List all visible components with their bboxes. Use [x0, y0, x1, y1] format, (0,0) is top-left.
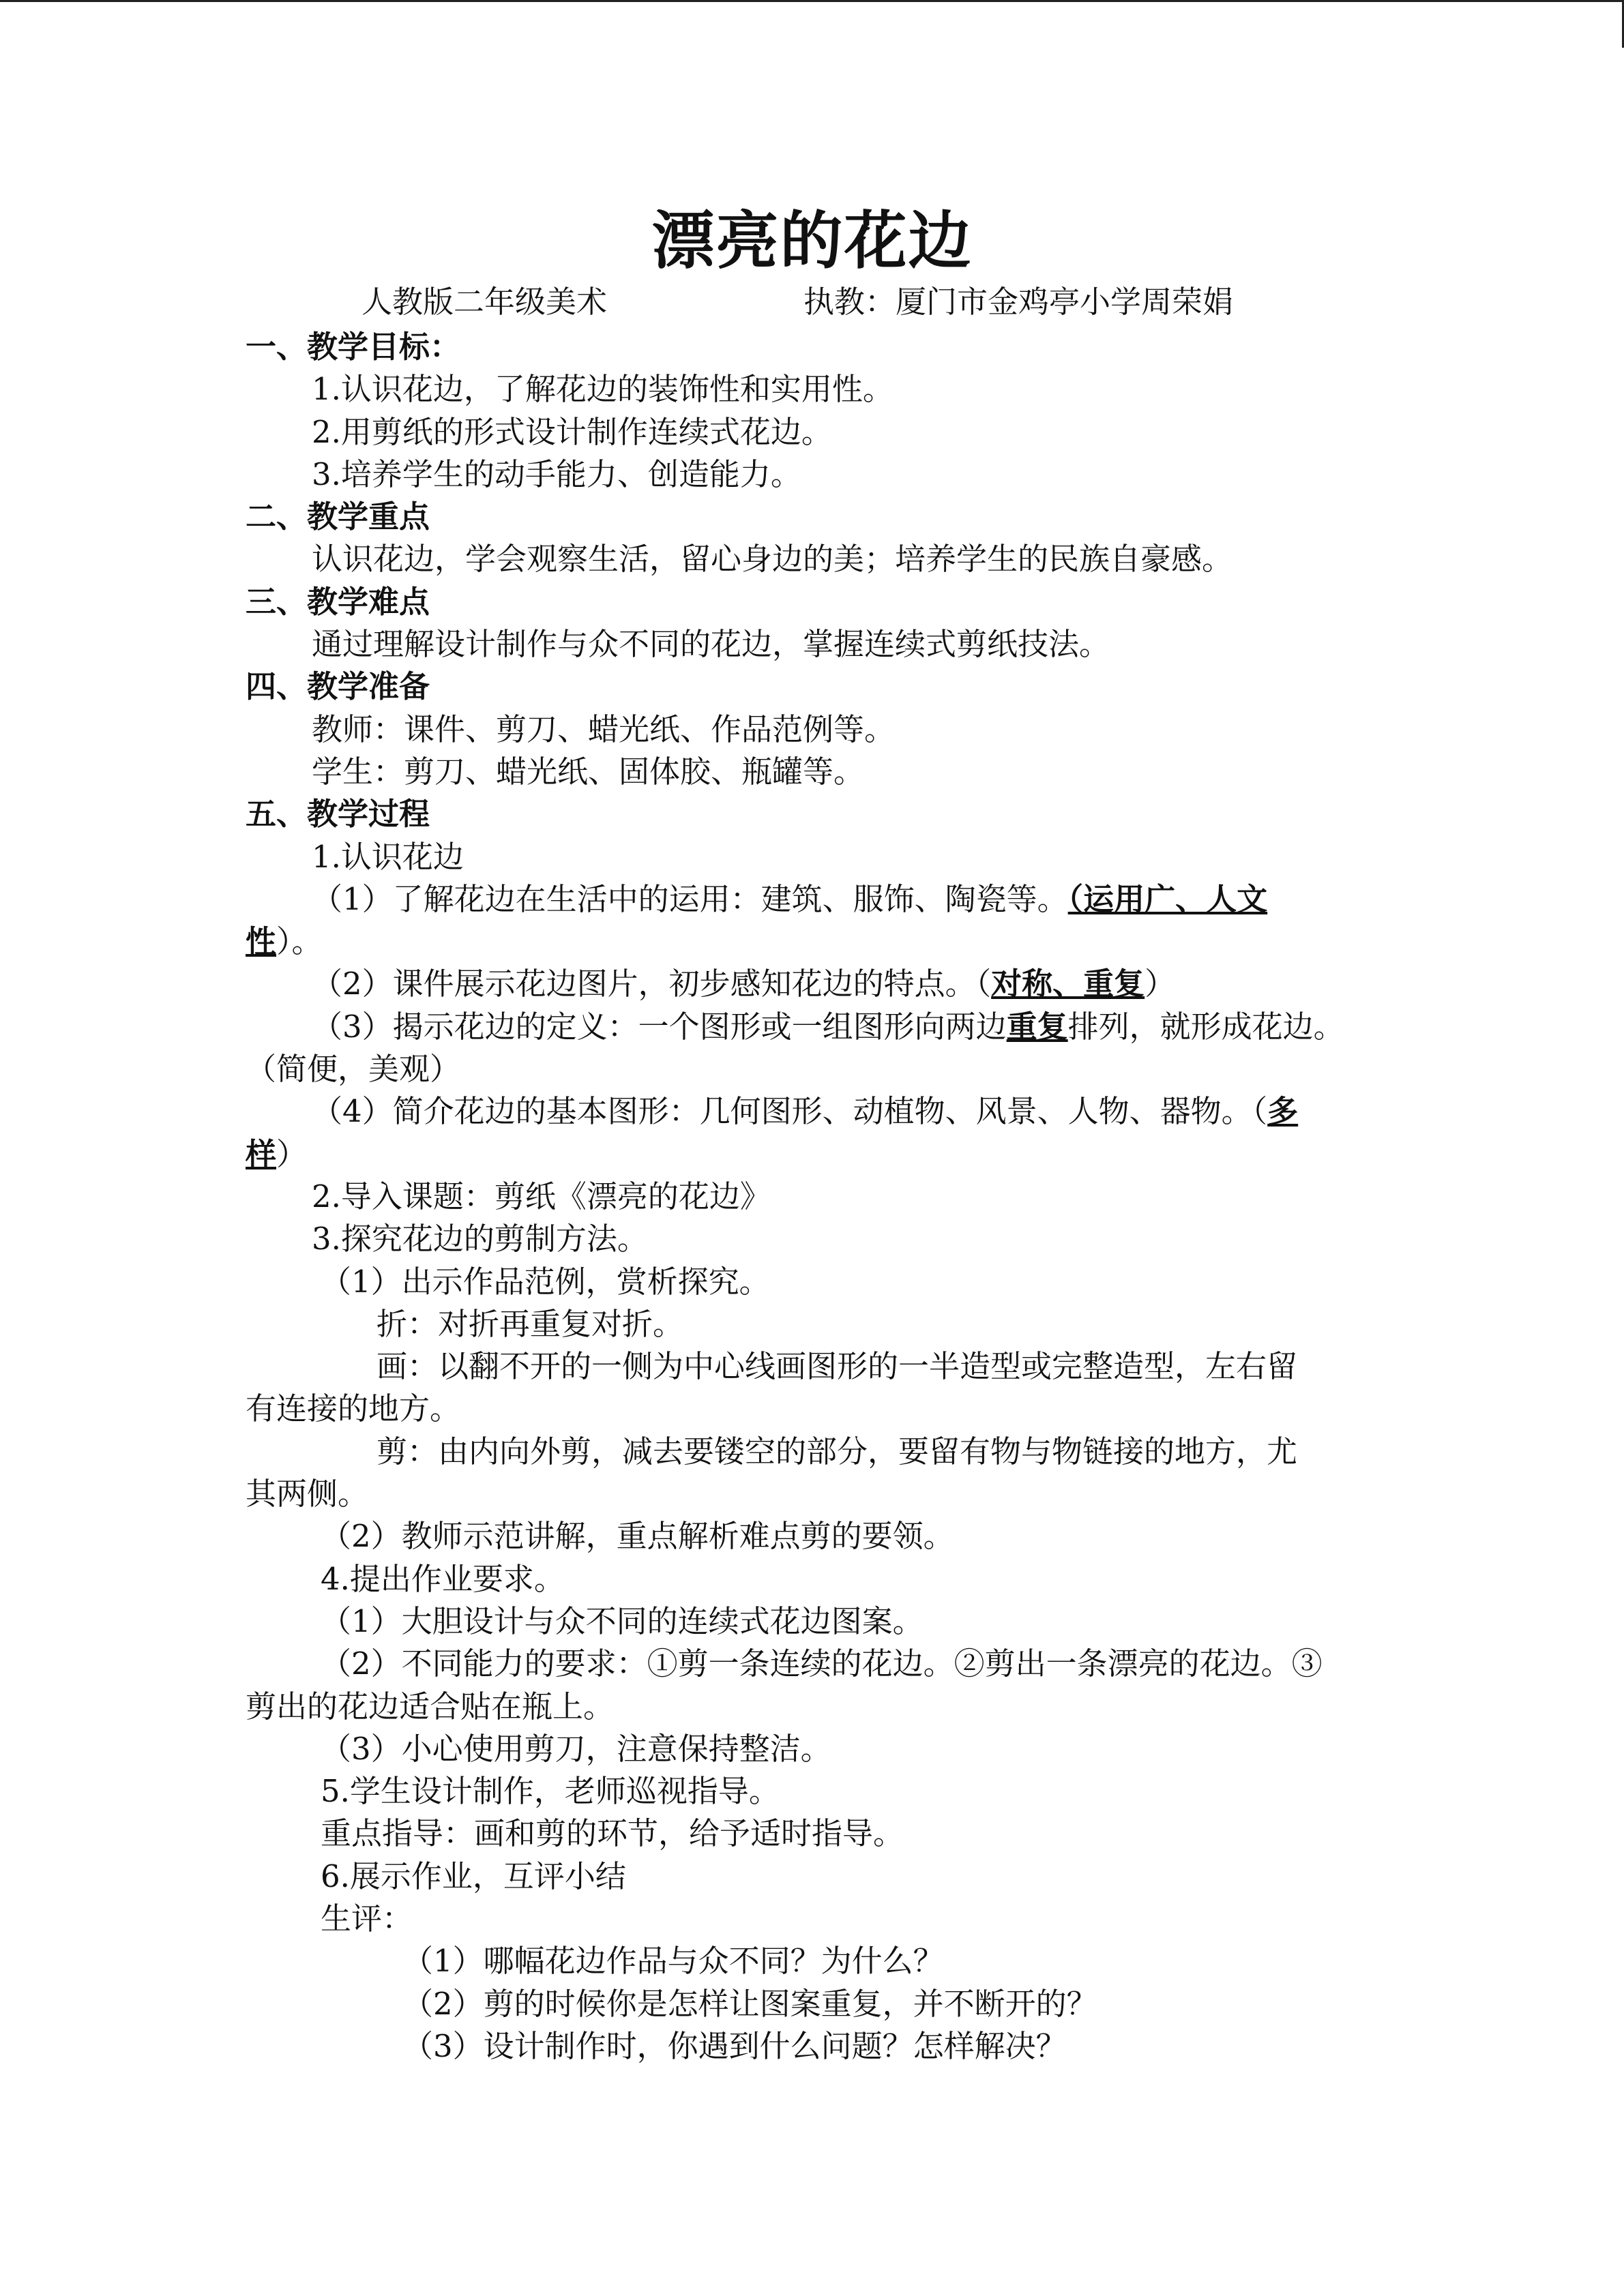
process-1-4-emphasis-cont: 样 — [246, 1135, 277, 1172]
technique-draw-line2: 有连接的地方。 — [246, 1390, 461, 1427]
process-1-2 — [246, 963, 1378, 1005]
section-heading-key-points: 二、教学重点 — [246, 498, 430, 535]
technique-cut-line1: 剪：由内向外剪，减去要镂空的部分，要留有物与物链接的地方，尤 — [377, 1433, 1298, 1470]
process-1-2-text: （2）课件展示花边图片，初步感知花边的特点。（ — [312, 966, 992, 1002]
process-1-3-line1 — [246, 1006, 1378, 1048]
subtitle-textbook: 人教版二年级美术 — [361, 284, 608, 320]
process-1-1-end: ）。 — [276, 923, 323, 960]
goal-item-3: 3.培养学生的动手能力、创造能力。 — [312, 456, 801, 492]
lesson-plan-body — [246, 326, 1378, 2068]
process-step-2: 2.导入课题：剪纸《漂亮的花边》 — [312, 1178, 771, 1214]
technique-cut-line2: 其两侧。 — [246, 1476, 369, 1512]
process-1-3-text: （3）揭示花边的定义：一个图形或一组图形向两边 — [312, 1008, 1007, 1045]
process-step-6: 6.展示作业，互评小结 — [321, 1858, 626, 1894]
process-1-1-emphasis: （运用广、人文 — [1067, 880, 1268, 917]
requirement-2-line2: 剪出的花边适合贴在瓶上。 — [246, 1688, 615, 1725]
process-1-4-line1 — [246, 1090, 1378, 1133]
process-1-3-line2: （简便，美观） — [246, 1051, 461, 1088]
section-heading-goals: 一、教学目标： — [246, 329, 461, 365]
review-question-2: （2）剪的时候你是怎样让图案重复，并不断开的？ — [402, 1985, 1097, 2022]
process-1-1-text: （1）了解花边在生活中的运用：建筑、服饰、陶瓷等。 — [312, 880, 1068, 917]
process-step-1: 1.认识花边 — [312, 838, 464, 875]
process-1-2-end: ） — [1145, 966, 1176, 1002]
guidance-note: 重点指导：画和剪的环节，给予适时指导。 — [321, 1815, 904, 1852]
process-1-1-line2 — [246, 921, 1378, 963]
page-border-top — [0, 0, 1624, 2]
section-heading-process: 五、教学过程 — [246, 796, 430, 833]
goal-item-2: 2.用剪纸的形式设计制作连续式花边。 — [312, 413, 832, 450]
preparation-teacher: 教师：课件、剪刀、蜡光纸、作品范例等。 — [312, 711, 896, 747]
requirement-2-line1: （2）不同能力的要求：①剪一条连续的花边。②剪出一条漂亮的花边。③ — [321, 1645, 1323, 1682]
process-1-4-emphasis: 多 — [1267, 1093, 1299, 1130]
section-heading-difficulties: 三、教学难点 — [246, 583, 430, 620]
process-3-1: （1）出示作品范例，赏析探究。 — [321, 1263, 770, 1300]
process-1-1-emphasis-cont: 性 — [246, 923, 277, 960]
preparation-student: 学生：剪刀、蜡光纸、固体胶、瓶罐等。 — [312, 753, 865, 790]
goal-item-1: 1.认识花边，了解花边的装饰性和实用性。 — [312, 371, 894, 408]
difficulties-text: 通过理解设计制作与众不同的花边，掌握连续式剪纸技法。 — [312, 626, 1110, 663]
process-3-2: （2）教师示范讲解，重点解析难点剪的要领。 — [321, 1518, 954, 1555]
section-heading-preparation: 四、教学准备 — [246, 668, 430, 705]
process-step-5: 5.学生设计制作，老师巡视指导。 — [321, 1773, 780, 1810]
process-1-2-emphasis: 对称、重复 — [991, 966, 1145, 1002]
process-step-3: 3.探究花边的剪制方法。 — [312, 1221, 648, 1257]
process-1-4-end: ） — [276, 1135, 308, 1172]
review-question-3: （3）设计制作时，你遇到什么问题？怎样解决？ — [402, 2027, 1067, 2064]
process-1-3-emphasis: 重复 — [1006, 1008, 1068, 1045]
peer-review-label: 生评： — [321, 1900, 413, 1937]
technique-draw-line1: 画：以翻不开的一侧为中心线画图形的一半造型或完整造型，左右留 — [377, 1348, 1298, 1385]
document-title: 漂亮的花边 — [651, 204, 973, 278]
process-1-4-text: （4）简介花边的基本图形：几何图形、动植物、风景、人物、器物。（ — [312, 1093, 1268, 1130]
process-1-4-line2 — [246, 1133, 1378, 1176]
technique-fold: 折：对折再重复对折。 — [377, 1305, 684, 1342]
review-question-1: （1）哪幅花边作品与众不同？为什么？ — [402, 1943, 944, 1980]
process-1-3-text-end: 排列，就形成花边。 — [1067, 1008, 1344, 1045]
requirement-3: （3）小心使用剪刀，注意保持整洁。 — [321, 1730, 831, 1767]
subtitle-teacher: 执教：厦门市金鸡亭小学周荣娟 — [803, 284, 1234, 320]
process-step-4: 4.提出作业要求。 — [321, 1560, 565, 1597]
requirement-1: （1）大胆设计与众不同的连续式花边图案。 — [321, 1602, 924, 1639]
process-1-1-line1 — [246, 878, 1378, 921]
key-points-text: 认识花边，学会观察生活，留心身边的美；培养学生的民族自豪感。 — [312, 541, 1233, 578]
